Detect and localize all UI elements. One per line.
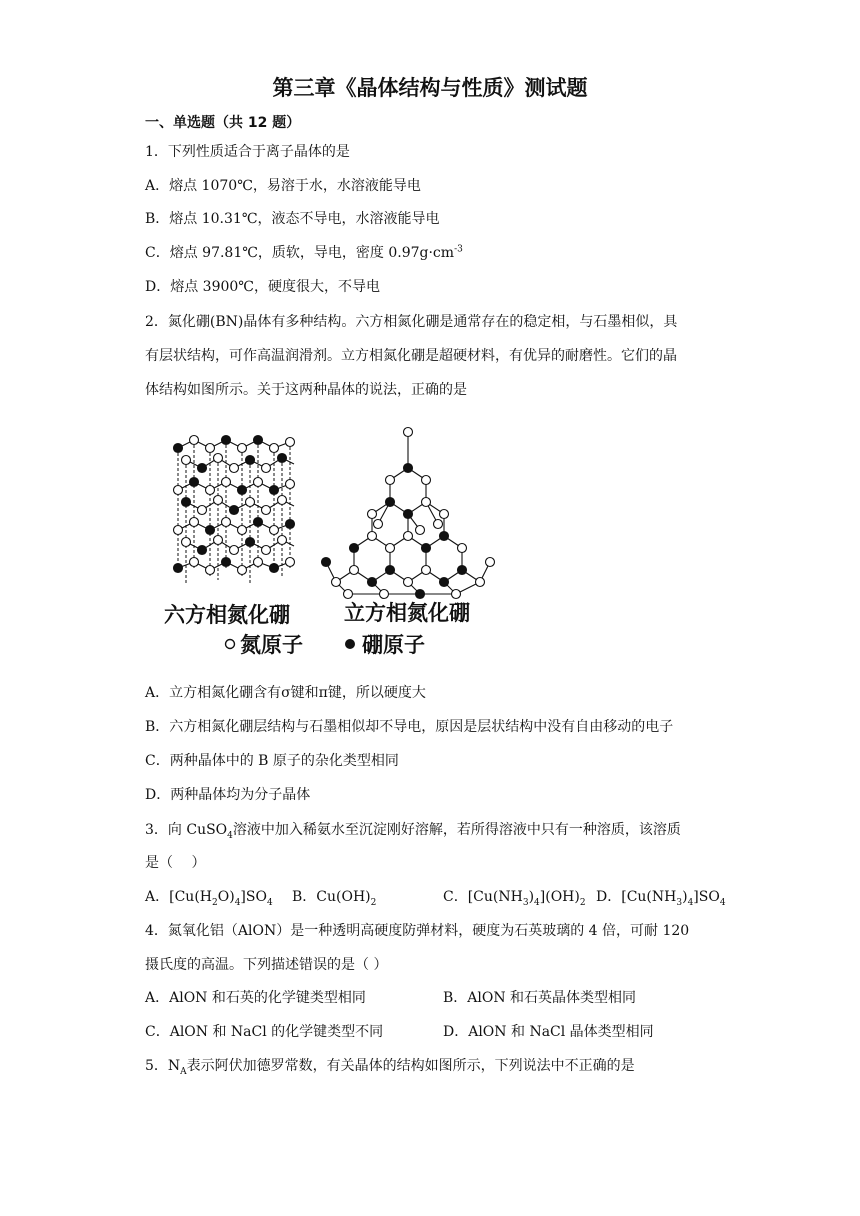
q1-option-b: B．熔点 10.31℃，液态不导电，水溶液能导电 xyxy=(145,211,440,227)
nitrogen-legend-marker xyxy=(226,640,235,649)
q3-option-d: D．$[Cu(NH_3)_4]SO_4$ xyxy=(596,889,726,908)
q3-stem-pre: 3．向 CuSO xyxy=(145,822,228,838)
q4-option-c: C．AlON 和 NaCl 的化学键类型不同 xyxy=(145,1024,384,1040)
q2-option-a: A．立方相氮化硼含有σ键和π键，所以硬度大 xyxy=(145,685,426,701)
legend-nitrogen: 氮原子 xyxy=(240,633,303,657)
q1-stem: 1．下列性质适合于离子晶体的是 xyxy=(145,144,350,160)
q2-stem-line1: 2．氮化硼(BN)晶体有多种结构。六方相氮化硼是通常存在的稳定相，与石墨相似，具 xyxy=(145,314,678,330)
q3-option-d-label: D． xyxy=(596,889,622,905)
q4-option-a: A．AlON 和石英的化学键类型相同 xyxy=(145,990,366,1006)
q3-option-a: A．$[Cu(H_2O)_4]SO_4$ xyxy=(145,889,273,908)
q2-option-c: C．两种晶体中的 B 原子的杂化类型相同 xyxy=(145,753,399,769)
q5-stem-sub: A xyxy=(180,1066,187,1077)
label-cubic-bn: 立方相氮化硼 xyxy=(344,601,470,625)
q5-stem xyxy=(145,1055,635,1077)
q5-stem-post: 表示阿伏加德罗常数，有关晶体的结构如图所示，下列说法中不正确的是 xyxy=(186,1058,635,1074)
q4-option-b: B．AlON 和石英晶体类型相同 xyxy=(443,990,637,1006)
q3-stem-line2: 是（ ） xyxy=(145,855,206,871)
q3-option-b: B．$Cu(OH)_2$ xyxy=(292,889,377,908)
q3-option-c-label: C． xyxy=(443,889,468,905)
q2-stem-line3: 体结构如图所示。关于这两种晶体的说法，正确的是 xyxy=(145,382,467,398)
q4-stem-line1: 4．氮氧化铝（AlON）是一种透明高硬度防弹材料，硬度为石英玻璃的 4 倍，可耐 120 xyxy=(145,923,690,939)
page-title: 第三章《晶体结构与性质》测试题 xyxy=(272,76,588,100)
q3-stem-sub: 4 xyxy=(227,830,233,841)
q2-option-d: D．两种晶体均为分子晶体 xyxy=(145,787,311,803)
q1-option-a: A．熔点 1070℃，易溶于水，水溶液能导电 xyxy=(145,178,421,194)
section-heading: 一、单选题（共 12 题） xyxy=(145,115,301,131)
boron-legend-marker xyxy=(345,639,355,649)
q2-option-b: B．六方相氮化硼层结构与石墨相似却不导电，原因是层状结构中没有自由移动的电子 xyxy=(145,719,674,735)
q2-stem-line2: 有层状结构，可作高温润滑剂。立方相氮化硼是超硬材料，有优异的耐磨性。它们的晶 xyxy=(145,348,677,364)
q1-option-c-text: C．熔点 97.81℃，质软，导电，密度 0.97g·cm xyxy=(145,245,455,261)
q3-stem-post: 溶液中加入稀氨水至沉淀刚好溶解，若所得溶液中只有一种溶质，该溶质 xyxy=(232,822,681,838)
q1-option-d: D．熔点 3900℃，硬度很大，不导电 xyxy=(145,279,380,295)
q5-stem-pre: 5．N xyxy=(145,1058,181,1074)
q4-option-d: D．AlON 和 NaCl 晶体类型相同 xyxy=(443,1024,654,1040)
label-hex-bn: 六方相氮化硼 xyxy=(164,603,290,627)
q1-option-c xyxy=(145,242,463,262)
q1-option-c-sup: -3 xyxy=(454,244,463,255)
q3-option-a-label: A． xyxy=(145,889,170,905)
bn-structure-diagram xyxy=(158,418,518,663)
q4-stem-line2: 摄氏度的高温。下列描述错误的是（ ） xyxy=(145,957,388,973)
q3-stem-line1 xyxy=(145,819,681,841)
bn-crystal-figure xyxy=(158,418,518,663)
q3-option-b-label: B． xyxy=(292,889,317,905)
q3-option-c: C．$[Cu(NH_3)_4](OH)_2$ xyxy=(443,889,586,908)
legend-boron: 硼原子 xyxy=(362,633,425,657)
